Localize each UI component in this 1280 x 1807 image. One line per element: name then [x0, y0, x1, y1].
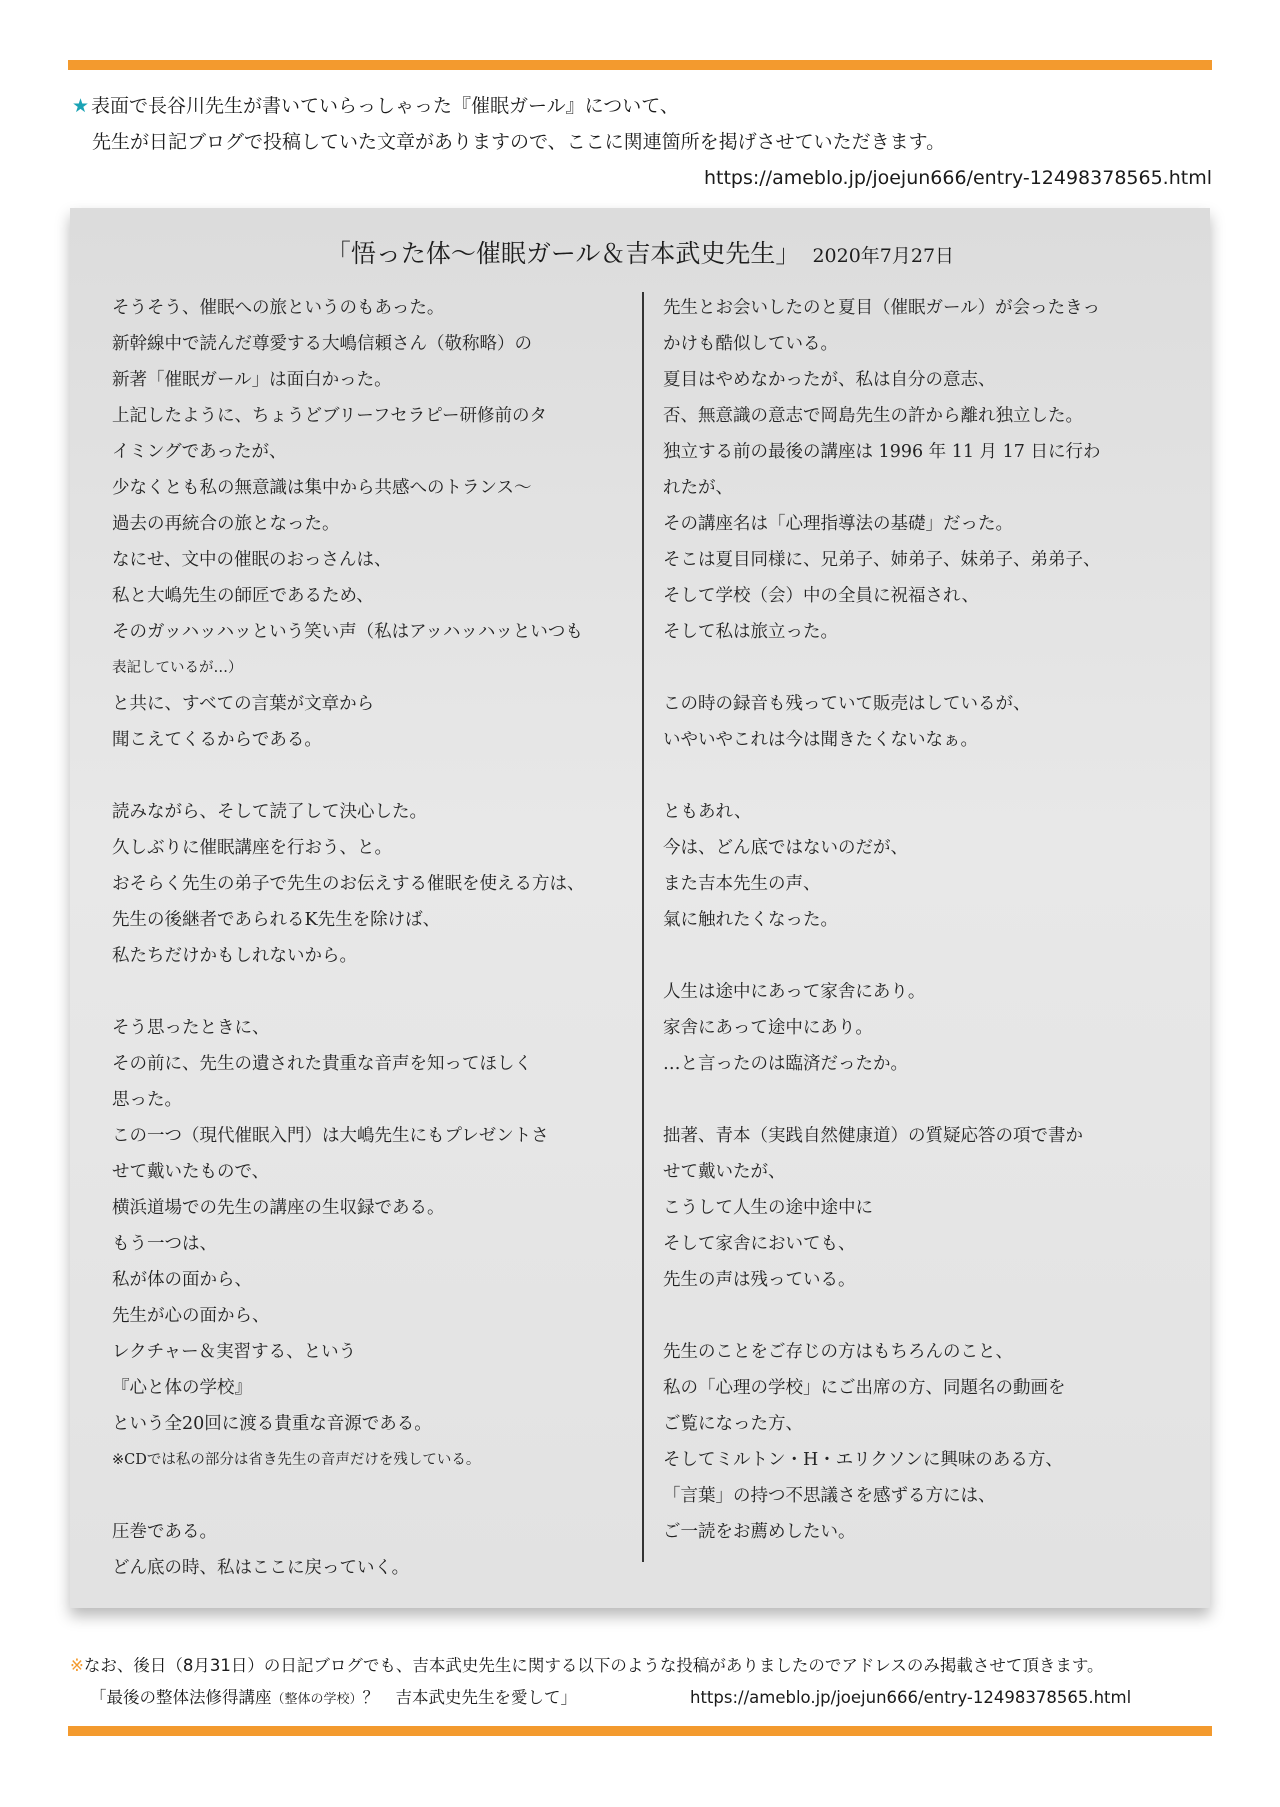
- article-line: そのガッハッハッという笑い声（私はアッハッハッといつも: [112, 622, 583, 642]
- article-line: 思った。: [112, 1090, 182, 1110]
- article-line: 先生が心の面から、: [112, 1306, 270, 1326]
- article-line: レクチャー＆実習する、という: [112, 1342, 357, 1362]
- article-line: 先生とお会いしたのと夏目（催眠ガール）が会ったきっ: [663, 298, 1101, 318]
- article-line: [663, 938, 1183, 974]
- article-line: おそらく先生の弟子で先生のお伝えする催眠を使える方は、: [112, 874, 585, 894]
- article-line: 私たちだけかもしれないから。: [112, 946, 357, 966]
- article-line: れたが、: [663, 478, 733, 498]
- post-title: [70, 1682, 690, 1716]
- article-line: 聞こえてくるからである。: [112, 730, 322, 750]
- article-line: 私と大嶋先生の師匠であるため、: [112, 586, 374, 606]
- article-line: と共に、すべての言葉が文章から: [112, 694, 375, 714]
- footnote-block: [70, 1650, 1220, 1714]
- article-line: 独立する前の最後の講座は 1996 年 11 月 17 日に行わ: [663, 442, 1101, 462]
- intro-text-1: 表面で長谷川先生が書いていらっしゃった『催眠ガール』について、: [91, 95, 679, 117]
- article-line: いやいやこれは今は聞きたくないなぁ。: [663, 730, 978, 750]
- intro-block: [72, 88, 1212, 196]
- article-line: そして私は旅立った。: [663, 622, 838, 642]
- article-line: 上記したように、ちょうどブリーフセラピー研修前のタ: [112, 406, 548, 426]
- article-line: 先生の後継者であられるK先生を除けば、: [112, 910, 441, 930]
- article-line: 横浜道場での先生の講座の生収録である。: [112, 1198, 445, 1218]
- article-line: 私が体の面から、: [112, 1270, 252, 1290]
- article-line: 私の「心理の学校」にご出席の方、同題名の動画を: [663, 1378, 1066, 1398]
- article-line: そう思ったときに、: [112, 1018, 270, 1038]
- article-line: 家舎にあって途中にあり。: [663, 1018, 873, 1038]
- footnote-url-link[interactable]: https://ameblo.jp/joejun666/entry-12498378565.html: [690, 1688, 1132, 1707]
- intro-url-link[interactable]: https://ameblo.jp/joejun666/entry-12498378565.html: [703, 167, 1212, 189]
- article-line: もう一つは、: [112, 1234, 217, 1254]
- article-line: その講座名は「心理指導法の基礎」だった。: [663, 514, 1013, 534]
- article-line: イミングであったが、: [112, 442, 287, 462]
- article-line: その前に、先生の遺された貴重な音声を知ってほしく: [112, 1054, 532, 1074]
- article-line: 今は、どん底ではないのだが、: [663, 838, 908, 858]
- article-line: 「言葉」の持つ不思議さを感ずる方には、: [663, 1486, 996, 1506]
- footnote-line-2: [70, 1682, 1220, 1714]
- intro-line-1: [72, 88, 1212, 124]
- article-left-column: [112, 290, 672, 1586]
- article-line: 少なくとも私の無意識は集中から共感へのトランス〜: [112, 478, 532, 498]
- article-card: [70, 208, 1210, 1608]
- article-line: なにせ、文中の催眠のおっさんは、: [112, 550, 392, 570]
- article-line: …と言ったのは臨済だったか。: [663, 1054, 908, 1074]
- article-line: そしてミルトン・H・エリクソンに興味のある方、: [663, 1450, 1063, 1470]
- article-line: そして学校（会）中の全員に祝福され、: [663, 586, 980, 606]
- article-line: そこは夏目同様に、兄弟子、姉弟子、妹弟子、弟弟子、: [663, 550, 1101, 570]
- article-right-column: [663, 290, 1183, 1550]
- article-line: [663, 758, 1183, 794]
- article-line: 先生の声は残っている。: [663, 1270, 856, 1290]
- intro-line-2: 先生が日記ブログで投稿していた文章がありますので、ここに関連箇所を掲げさせていただきます。: [92, 131, 946, 153]
- article-line: ※CDでは私の部分は省き先生の音声だけを残している。: [112, 1452, 481, 1468]
- article-line: 新幹線中で読んだ尊愛する大嶋信頼さん（敬称略）の: [112, 334, 532, 354]
- article-line: 拙著、青本（実践自然健康道）の質疑応答の項で書か: [663, 1126, 1083, 1146]
- article-line: そして家舎においても、: [663, 1234, 856, 1254]
- article-line: 氣に触れたくなった。: [663, 910, 838, 930]
- article-line: 読みながら、そして読了して決心した。: [112, 802, 427, 822]
- article-line: せて戴いたが、: [663, 1162, 786, 1182]
- post-title-a: 「最後の整体法修得講座: [90, 1688, 272, 1707]
- article-line: 過去の再統合の旅となった。: [112, 514, 340, 534]
- article-line: [663, 650, 1183, 686]
- article-line: こうして人生の途中途中に: [663, 1198, 873, 1218]
- post-title-sub: （整体の学校）: [271, 1692, 363, 1707]
- article-line: 『心と体の学校』: [112, 1378, 252, 1398]
- top-orange-rule: [68, 60, 1212, 70]
- article-line: ご覧になった方、: [663, 1414, 803, 1434]
- article-line: この時の録音も残っていて販売はしているが、: [663, 694, 1031, 714]
- article-line: 人生は途中にあって家舎にあり。: [663, 982, 926, 1002]
- article-line: [663, 1298, 1183, 1334]
- article-line: この一つ（現代催眠入門）は大嶋先生にもプレゼントさ: [112, 1126, 549, 1146]
- article-line: ともあれ、: [663, 802, 752, 822]
- article-date: 2020年7月27日: [812, 245, 955, 267]
- article-line: そうそう、催眠への旅というのもあった。: [112, 298, 445, 318]
- article-line: かけも酷似している。: [663, 334, 838, 354]
- article-line: 先生のことをご存じの方はもちろんのこと、: [663, 1342, 1013, 1362]
- article-title-row: [70, 234, 1210, 270]
- footnote-line-1: [70, 1650, 1220, 1682]
- post-title-b: ？ 吉本武史先生を愛して」: [362, 1688, 578, 1707]
- article-title: 「悟った体〜催眠ガール＆吉本武史先生」: [325, 239, 801, 268]
- article-line: ご一読をお薦めしたい。: [663, 1522, 856, 1542]
- bottom-orange-rule: [68, 1726, 1212, 1736]
- article-line: という全20回に渡る貴重な音源である。: [112, 1414, 432, 1434]
- article-line: 表記しているが…）: [112, 660, 243, 676]
- article-line: どん底の時、私はここに戻っていく。: [112, 1558, 410, 1578]
- article-line: 久しぶりに催眠講座を行おう、と。: [112, 838, 392, 858]
- article-line: 新著「催眠ガール」は面白かった。: [112, 370, 392, 390]
- article-line: 夏目はやめなかったが、私は自分の意志、: [663, 370, 996, 390]
- article-line: [112, 758, 672, 794]
- note-mark: ※: [70, 1656, 84, 1675]
- article-line: 否、無意識の意志で岡島先生の許から離れ独立した。: [663, 406, 1083, 426]
- article-line: [663, 1082, 1183, 1118]
- footnote-text: なお、後日（8月31日）の日記ブログでも、吉本武史先生に関する以下のような投稿がありましたのでアドレスのみ掲載させて頂きます。: [83, 1656, 1104, 1675]
- article-line: また吉本先生の声、: [663, 874, 821, 894]
- column-divider: [642, 292, 644, 1562]
- article-line: せて戴いたもので、: [112, 1162, 270, 1182]
- star-icon: ★: [72, 95, 90, 117]
- article-line: 圧巻である。: [112, 1522, 217, 1542]
- article-line: [112, 1478, 672, 1514]
- article-line: [112, 974, 672, 1010]
